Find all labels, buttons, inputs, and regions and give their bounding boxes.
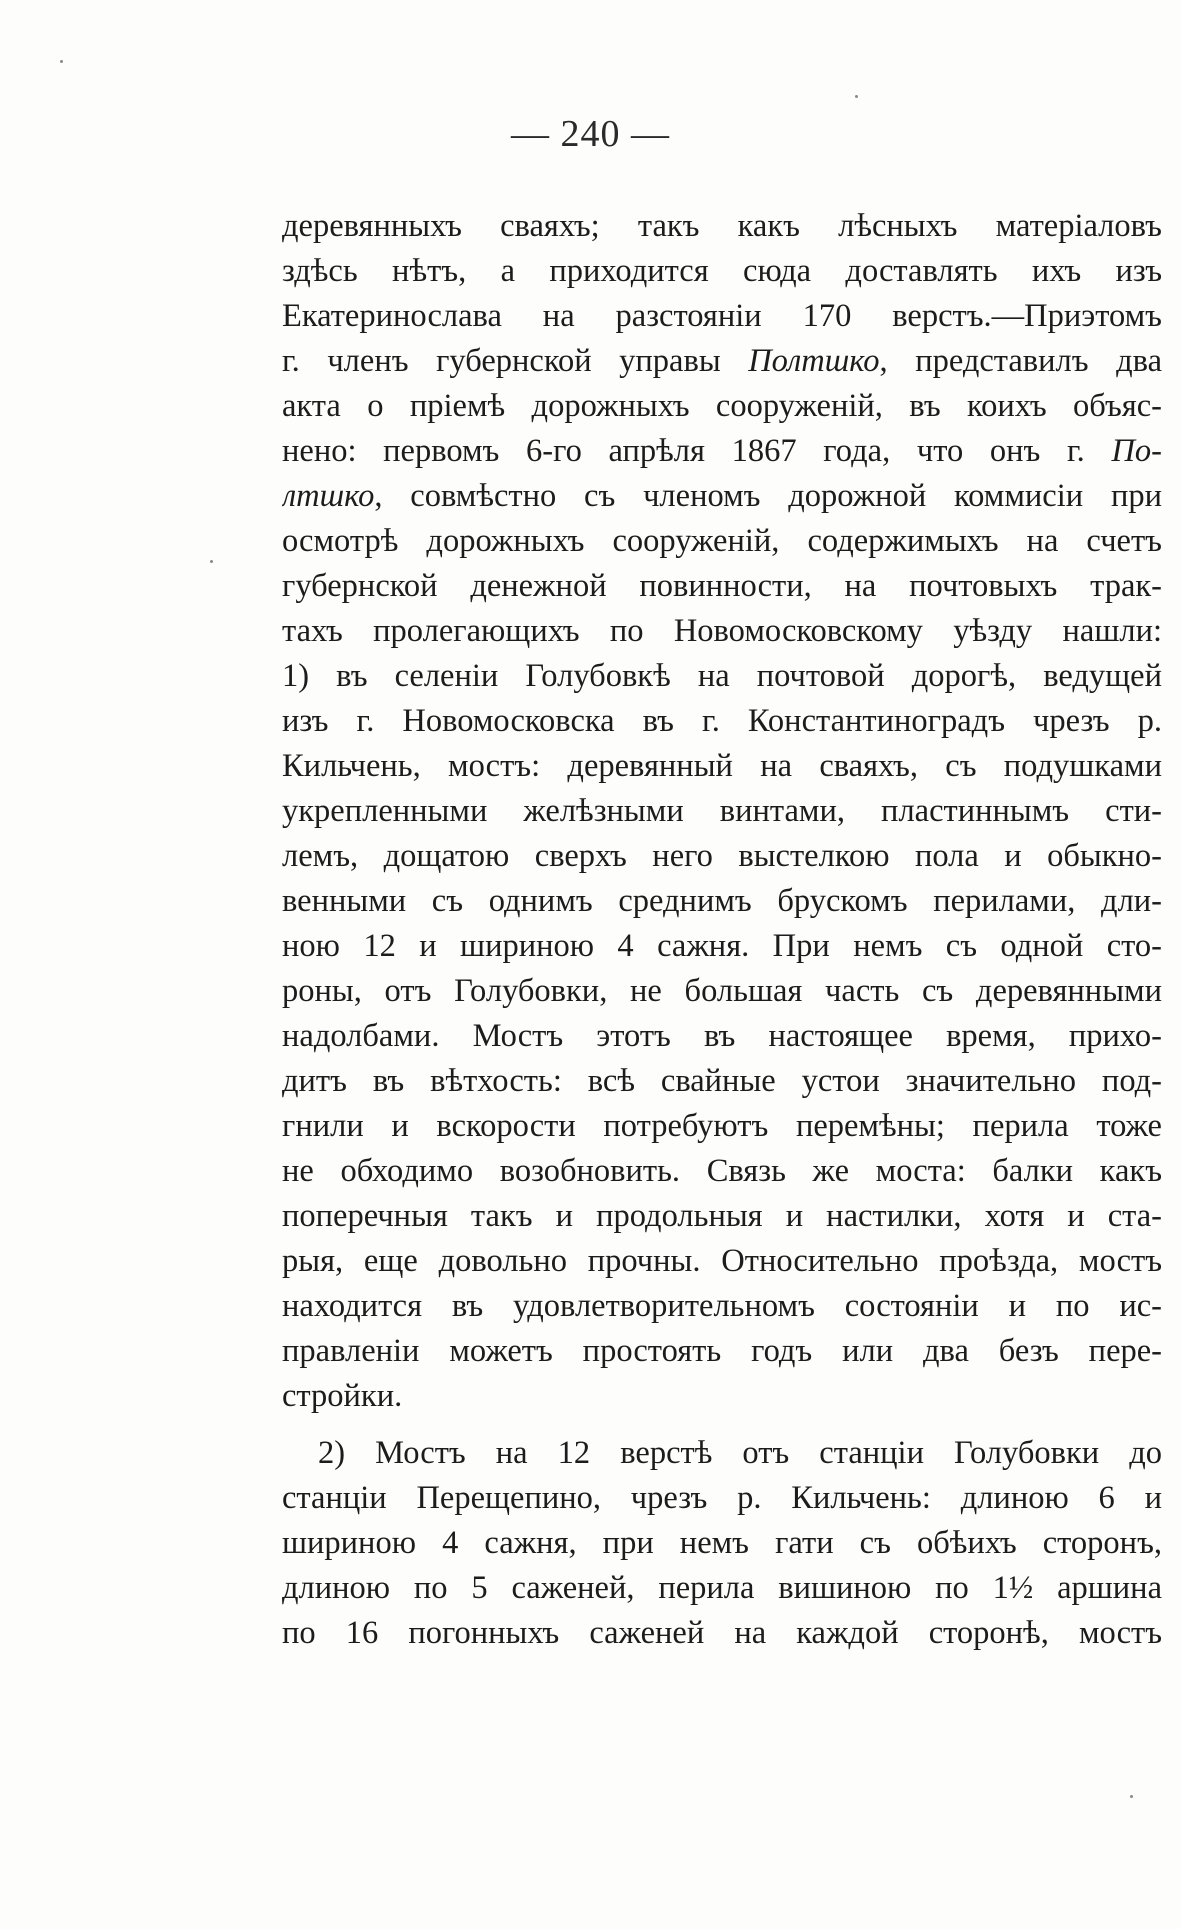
text-line: тахъ пролегающихъ по Новомосковскому уѣзду нашли: (282, 613, 1162, 649)
text-line: 1) въ селеніи Голубовкѣ на почтовой дорогѣ, ведущей (282, 658, 1162, 694)
body-text (282, 204, 1162, 1656)
text-line: укрепленными желѣзными винтами, пластиннымъ сти- (282, 793, 1162, 829)
text-line: дитъ въ вѣтхость: всѣ свайные устои значительно под- (282, 1063, 1162, 1099)
text-line: здѣсь нѣтъ, а приходится сюда доставлять ихъ изъ (282, 253, 1162, 289)
text-line: поперечныя такъ и продольныя и настилки, хотя и ста- (282, 1198, 1162, 1234)
text-line (282, 339, 1162, 384)
paper-speck (855, 95, 858, 98)
text-segment: , представилъ два (879, 343, 1162, 379)
paper-speck (210, 560, 213, 563)
text-line: по 16 погонныхъ саженей на каждой сторонѣ, мостъ (282, 1615, 1162, 1651)
page-number: — 240 — (511, 113, 670, 155)
text-line: роны, отъ Голубовки, не большая часть съ деревянными (282, 973, 1162, 1009)
text-line: акта о пріемѣ дорожныхъ сооруженій, въ коихъ объяс- (282, 388, 1162, 424)
text-line: губернской денежной повинности, на почтовыхъ трак- (282, 568, 1162, 604)
text-line: изъ г. Новомосковска въ г. Константиноградъ чрезъ р. (282, 703, 1162, 739)
text-line: шириною 4 сажня, при немъ гати съ обѣихъ сторонъ, (282, 1525, 1162, 1561)
text-line: 2) Мостъ на 12 верстѣ отъ станціи Голубовки до (318, 1435, 1162, 1471)
text-line (282, 429, 1162, 474)
text-line: венными съ однимъ среднимъ брускомъ перилами, дли- (282, 883, 1162, 919)
text-segment: г. членъ губернской управы (282, 343, 749, 379)
text-line: правленіи можетъ простоять годъ или два безъ пере- (282, 1333, 1162, 1369)
text-line: осмотрѣ дорожныхъ сооруженій, содержимыхъ на счетъ (282, 523, 1162, 559)
italic-name: По- (1111, 433, 1162, 469)
paper-speck (60, 60, 63, 63)
italic-name: Полтшко (748, 343, 880, 379)
text-line: Кильчень, мостъ: деревянный на сваяхъ, съ подушками (282, 748, 1162, 784)
text-line: надолбами. Мостъ этотъ въ настоящее время, прихо- (282, 1018, 1162, 1054)
text-line: ною 12 и шириною 4 сажня. При немъ съ одной сто- (282, 928, 1162, 964)
text-line: не обходимо возобновить. Связь же моста: балки какъ (282, 1153, 1162, 1189)
text-line: Екатеринослава на разстояніи 170 верстъ.—Приэтомъ (282, 298, 1162, 334)
text-segment: нено: первомъ 6-го апрѣля 1867 года, что онъ г. (282, 433, 1112, 469)
text-line: станціи Перещепино, чрезъ р. Кильчень: длиною 6 и (282, 1480, 1162, 1516)
text-line: стройки. (282, 1378, 403, 1414)
text-line: рыя, еще довольно прочны. Относительно проѣзда, мостъ (282, 1243, 1162, 1279)
italic-name: лтшко (282, 478, 375, 514)
text-line: гнили и вскорости потребуютъ перемѣны; перила тоже (282, 1108, 1162, 1144)
text-line: находится въ удовлетворительномъ состояніи и по ис- (282, 1288, 1162, 1324)
text-segment: , совмѣстно съ членомъ дорожной коммисіи при (374, 478, 1162, 514)
text-line: длиною по 5 саженей, перила вишиною по 1½ аршина (282, 1570, 1162, 1606)
text-line: лемъ, дощатою сверхъ него выстелкою пола и обыкно- (282, 838, 1162, 874)
text-line (282, 474, 1162, 519)
paper-speck (1130, 1795, 1133, 1798)
text-line: деревянныхъ сваяхъ; такъ какъ лѣсныхъ матеріаловъ (282, 208, 1162, 244)
